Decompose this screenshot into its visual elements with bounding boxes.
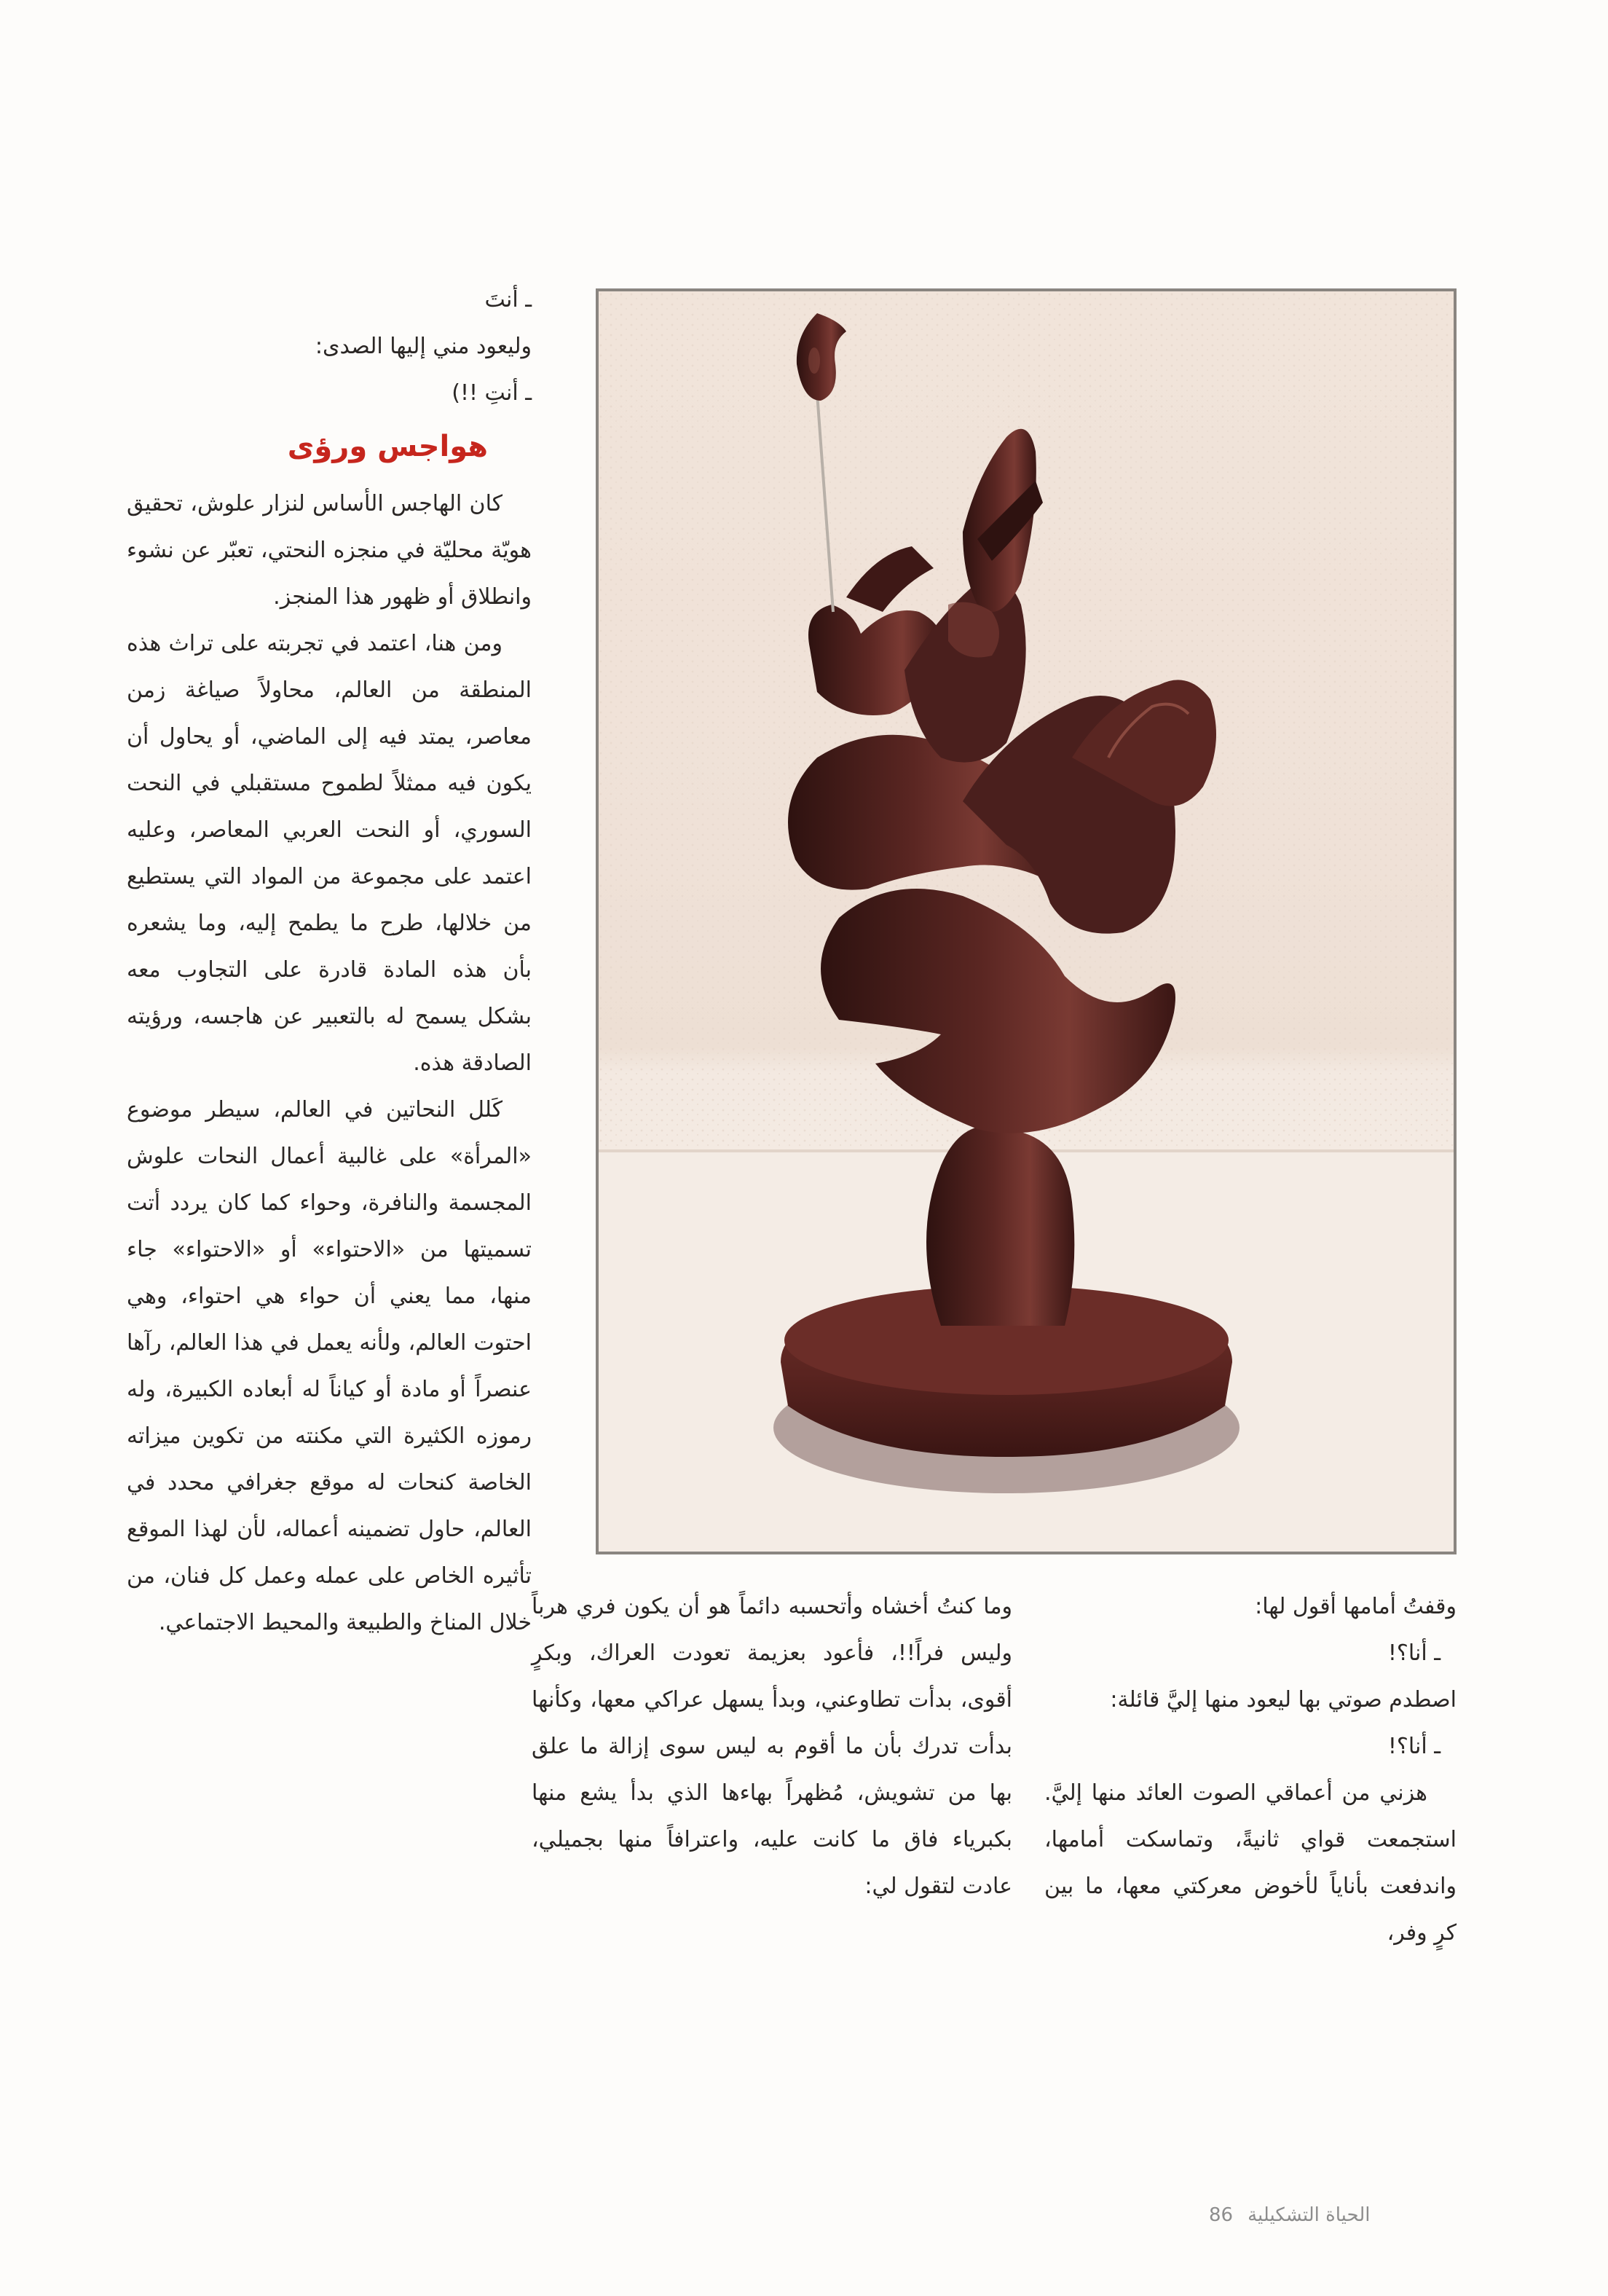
poem-line-2: وليعود مني إليها الصدى: — [315, 334, 532, 359]
section-paragraph-3: كَلل النحاتين في العالم، سيطر موضوع «المرأة» على غالبية أعمال النحات علوش المجسمة والنافرة، وحواء كما كان يردد أتت تسميتها من «الاحتواء» أو «الاحتواء» جاء منها، مما يعني أن حواء هي احتواء، وهي احتوت العالم، ولأنه يعمل في هذا العالم، رآها عنصراً أو مادة أو كياناً له أبعاده الكبيرة، وله رموزه الكثيرة التي مكنته من تكوين ميزاته الخاصة كنحات له موقع جغرافي محدد في العالم، حاول تضمينه أعماله، لأن لهذا الموقع تأثيره الخاص على عمله وعمل كل فنان، من خلال المناخ والطبيعة والمحيط الاجتماعي. — [127, 1097, 532, 1635]
middle-column — [532, 1584, 1012, 1910]
poem-line-1: ـ أنتَ — [484, 287, 532, 312]
sculpture-photo — [596, 288, 1457, 1554]
dialogue-line-5: هزني من أعماقي الصوت العائد منها إليَّ. استجمعت قواي ثانيةً، وتماسكت أمامها، واندفعت بأناياً لأخوض معركتي معها، ما بين كرٍ وفر، — [1044, 1780, 1457, 1946]
dialogue-line-4: ـ أنا؟! — [1387, 1734, 1440, 1759]
section-paragraph-1: كان الهاجس الأساس لنزار علوش، تحقيق هويّة محليّة في منجزه النحتي، تعبّر عن نشوء وانطلاق أو ظهور هذا المنجز. — [127, 491, 532, 610]
section-heading: هواجس ورؤى — [287, 430, 488, 463]
sculpture-illustration — [599, 291, 1454, 1552]
magazine-name: الحياة التشكيلية — [1248, 2204, 1371, 2226]
dialogue-line-2: ـ أنا؟! — [1387, 1640, 1440, 1666]
poem-line-3: ـ أنتِ !!) — [452, 380, 532, 406]
page-number: 86 — [1209, 2204, 1234, 2226]
dialogue-column — [1044, 1584, 1457, 1957]
page-footer — [1209, 2204, 1370, 2226]
section-paragraph-2: ومن هنا، اعتمد في تجربته على تراث هذه المنطقة من العالم، محاولاً صياغة زمن معاصر، يمتد فيه إلى الماضي، أو يحاول أن يكون فيه ممثلاً لطموح مستقبلي في النحت السوري، أو النحت العربي المعاصر، وعليه اعتمد على مجموعة من المواد التي يستطيع من خلالها، طرح ما يطمح إليه، وما يشعره بأن هذه المادة قادرة على التجاوب معه بشكل يسمح له بالتعبير عن هاجسه، ورؤيته الصادقة هذه. — [127, 631, 532, 1076]
dialogue-line-1: وقفتُ أمامها أقول لها: — [1255, 1594, 1457, 1619]
middle-paragraph: وما كنتُ أخشاه وأتحسبه دائماً هو أن يكون فري هرباً وليس فراً!!، فأعود بعزيمة تعودت العراك، وبكرٍ أقوى، بدأت تطاوعني، وبدأ يسهل عراكي معها، وكأنها بدأت تدرك بأن ما أقوم به ليس سوى إزالة ما علق بها من تشويش، مُظهراً بهاءها الذي بدأ يشع منها بكبرياء فاق ما كانت عليه، واعترافاً منها بجميلي، عادت لتقول لي: — [532, 1594, 1012, 1899]
dialogue-line-3: اصطدم صوتي بها ليعود منها إليَّ قائلة: — [1110, 1687, 1457, 1713]
right-column — [127, 277, 532, 1646]
